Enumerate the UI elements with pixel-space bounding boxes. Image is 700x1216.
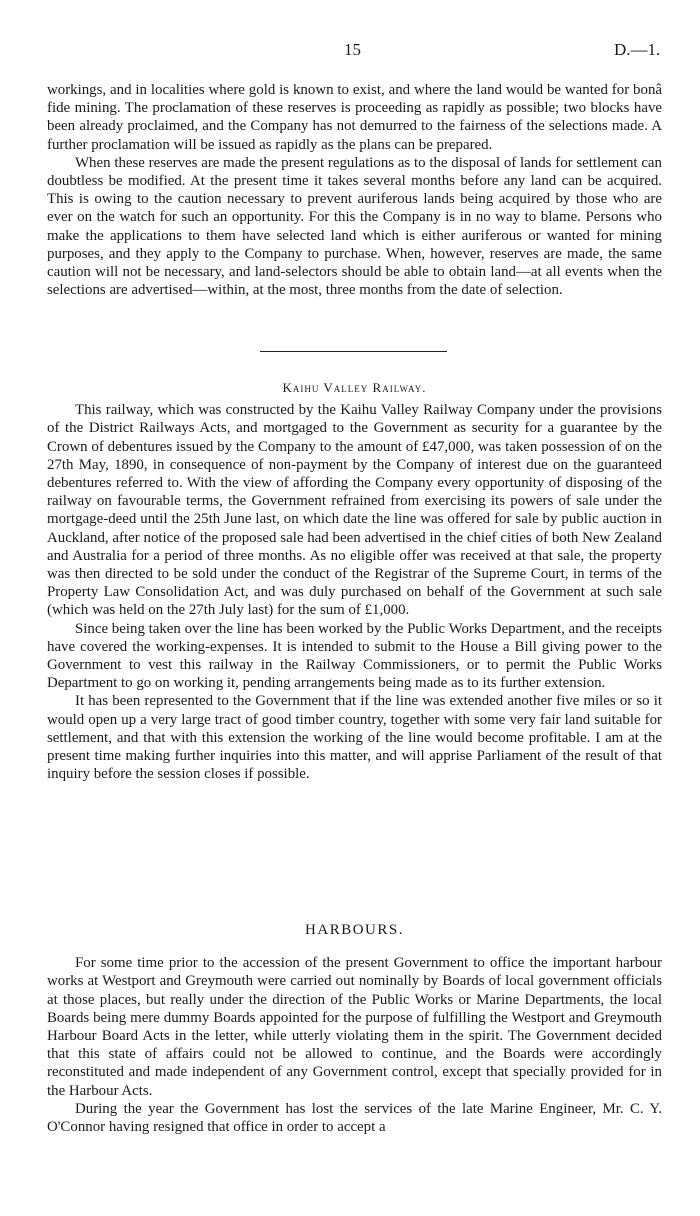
section-heading-kaihu: Kaihu Valley Railway. [282,380,427,395]
harbours-section [47,921,662,1136]
section-heading-harbours: HARBOURS. [305,922,404,938]
paragraph-kaihu-working: Since being taken over the line has been worked by the Public Works Department, and the receipts have covered the working-expenses. It is intended to submit to the House a Bill giving power to the Government to vest this railway in the Railway Commissioners, or to permit the Public Works Department to go on working it, pending arrangements being made as to its further extension. [47,620,662,692]
paragraph-harbours-engineer: During the year the Government has lost the services of the late Marine Engineer, Mr. C. Y. O'Connor having resigned that office in order to accept a [47,1100,662,1136]
paragraph-kaihu-extension: It has been represented to the Government that if the line was extended another five miles or so it would open up a very large tract of good timber country, together with some very fair land suitable for settlement, and that with this extension the working of the line would become profitable. I am at the present time making further inquiries into this matter, and will apprise Parliament of the result of that inquiry before the session closes if possible. [47,693,662,783]
kaihu-railway-section [47,379,662,783]
paragraph-harbours-boards: For some time prior to the accession of the present Government to office the important harbour works at Westport and Greymouth were carried out nominally by Boards of local government officials at those places, but really under the direction of the Public Works or Marine Departments, the local Boards being mere dummy Boards appointed for the purpose of fulfilling the Westport and Greymouth Harbour Board Acts in the letter, while utterly violating them in the spirit. The Government decided that this state of affairs could not be allowed to continue, and the Boards were accordingly reconstituted and made independent of any Government control, except that specially provided for in the Harbour Acts. [47,955,662,1099]
paragraph-continuation: workings, and in localities where gold is known to exist, and where the land would be wanted for bonâ fide mining. The proclamation of these reserves is proceeding as rapidly as possible; two blocks have been already proclaimed, and the Company has not demurred to the fairness of the selections made. A further proclamation will be issued as rapidly as the plans can be prepared. [47,82,662,153]
paragraph-kaihu-history: This railway, which was constructed by the Kaihu Valley Railway Company under the provisions of the District Railways Acts, and mortgaged to the Government as security for a guarantee by the Crown of debentures issued by the Company to the amount of £47,000, was taken possession of on the 27th May, 1890, in consequence of non-payment by the Company of interest due on the guaranteed debentures referred to. With the view of affording the Company every opportunity of disposing of the railway on favourable terms, the Government refrained from exercising its powers of sale under the mortgage-deed until the 25th June last, on which date the line was offered for sale by public auction in Auckland, after notice of the proposed sale had been advertised in the chief cities of both New Zealand and Australia for a period of three months. As no eligible offer was received at that sale, the property was then directed to be sold under the conduct of the Registrar of the Supreme Court, in terms of the Property Law Consolidation Act, and was duly purchased on behalf of the Government at such sale (which was held on the 27th July last) for the sum of £1,000. [47,402,662,619]
paragraph-reserves: When these reserves are made the present regulations as to the disposal of lands for settlement can doubtless be modified. At the present time it takes several months before any land can be acquired. This is owing to the caution necessary to prevent auriferous lands being acquired by those who are ever on the watch for such an opportunity. For this the Company is in no way to blame. Persons who make the applications to them have selected land which is either auriferous or wanted for mining purposes, and they apply to the Company to purchase. When, however, reserves are made, the same caution will not be necessary, and land-selectors should be able to obtain land—at all events when the selections are advertised—within, at the most, three months from the date of selection. [47,154,662,299]
section-divider [260,351,447,352]
page-number: 15 [344,40,361,59]
document-reference: D.—1. [614,40,661,59]
continuation-section [47,81,662,299]
